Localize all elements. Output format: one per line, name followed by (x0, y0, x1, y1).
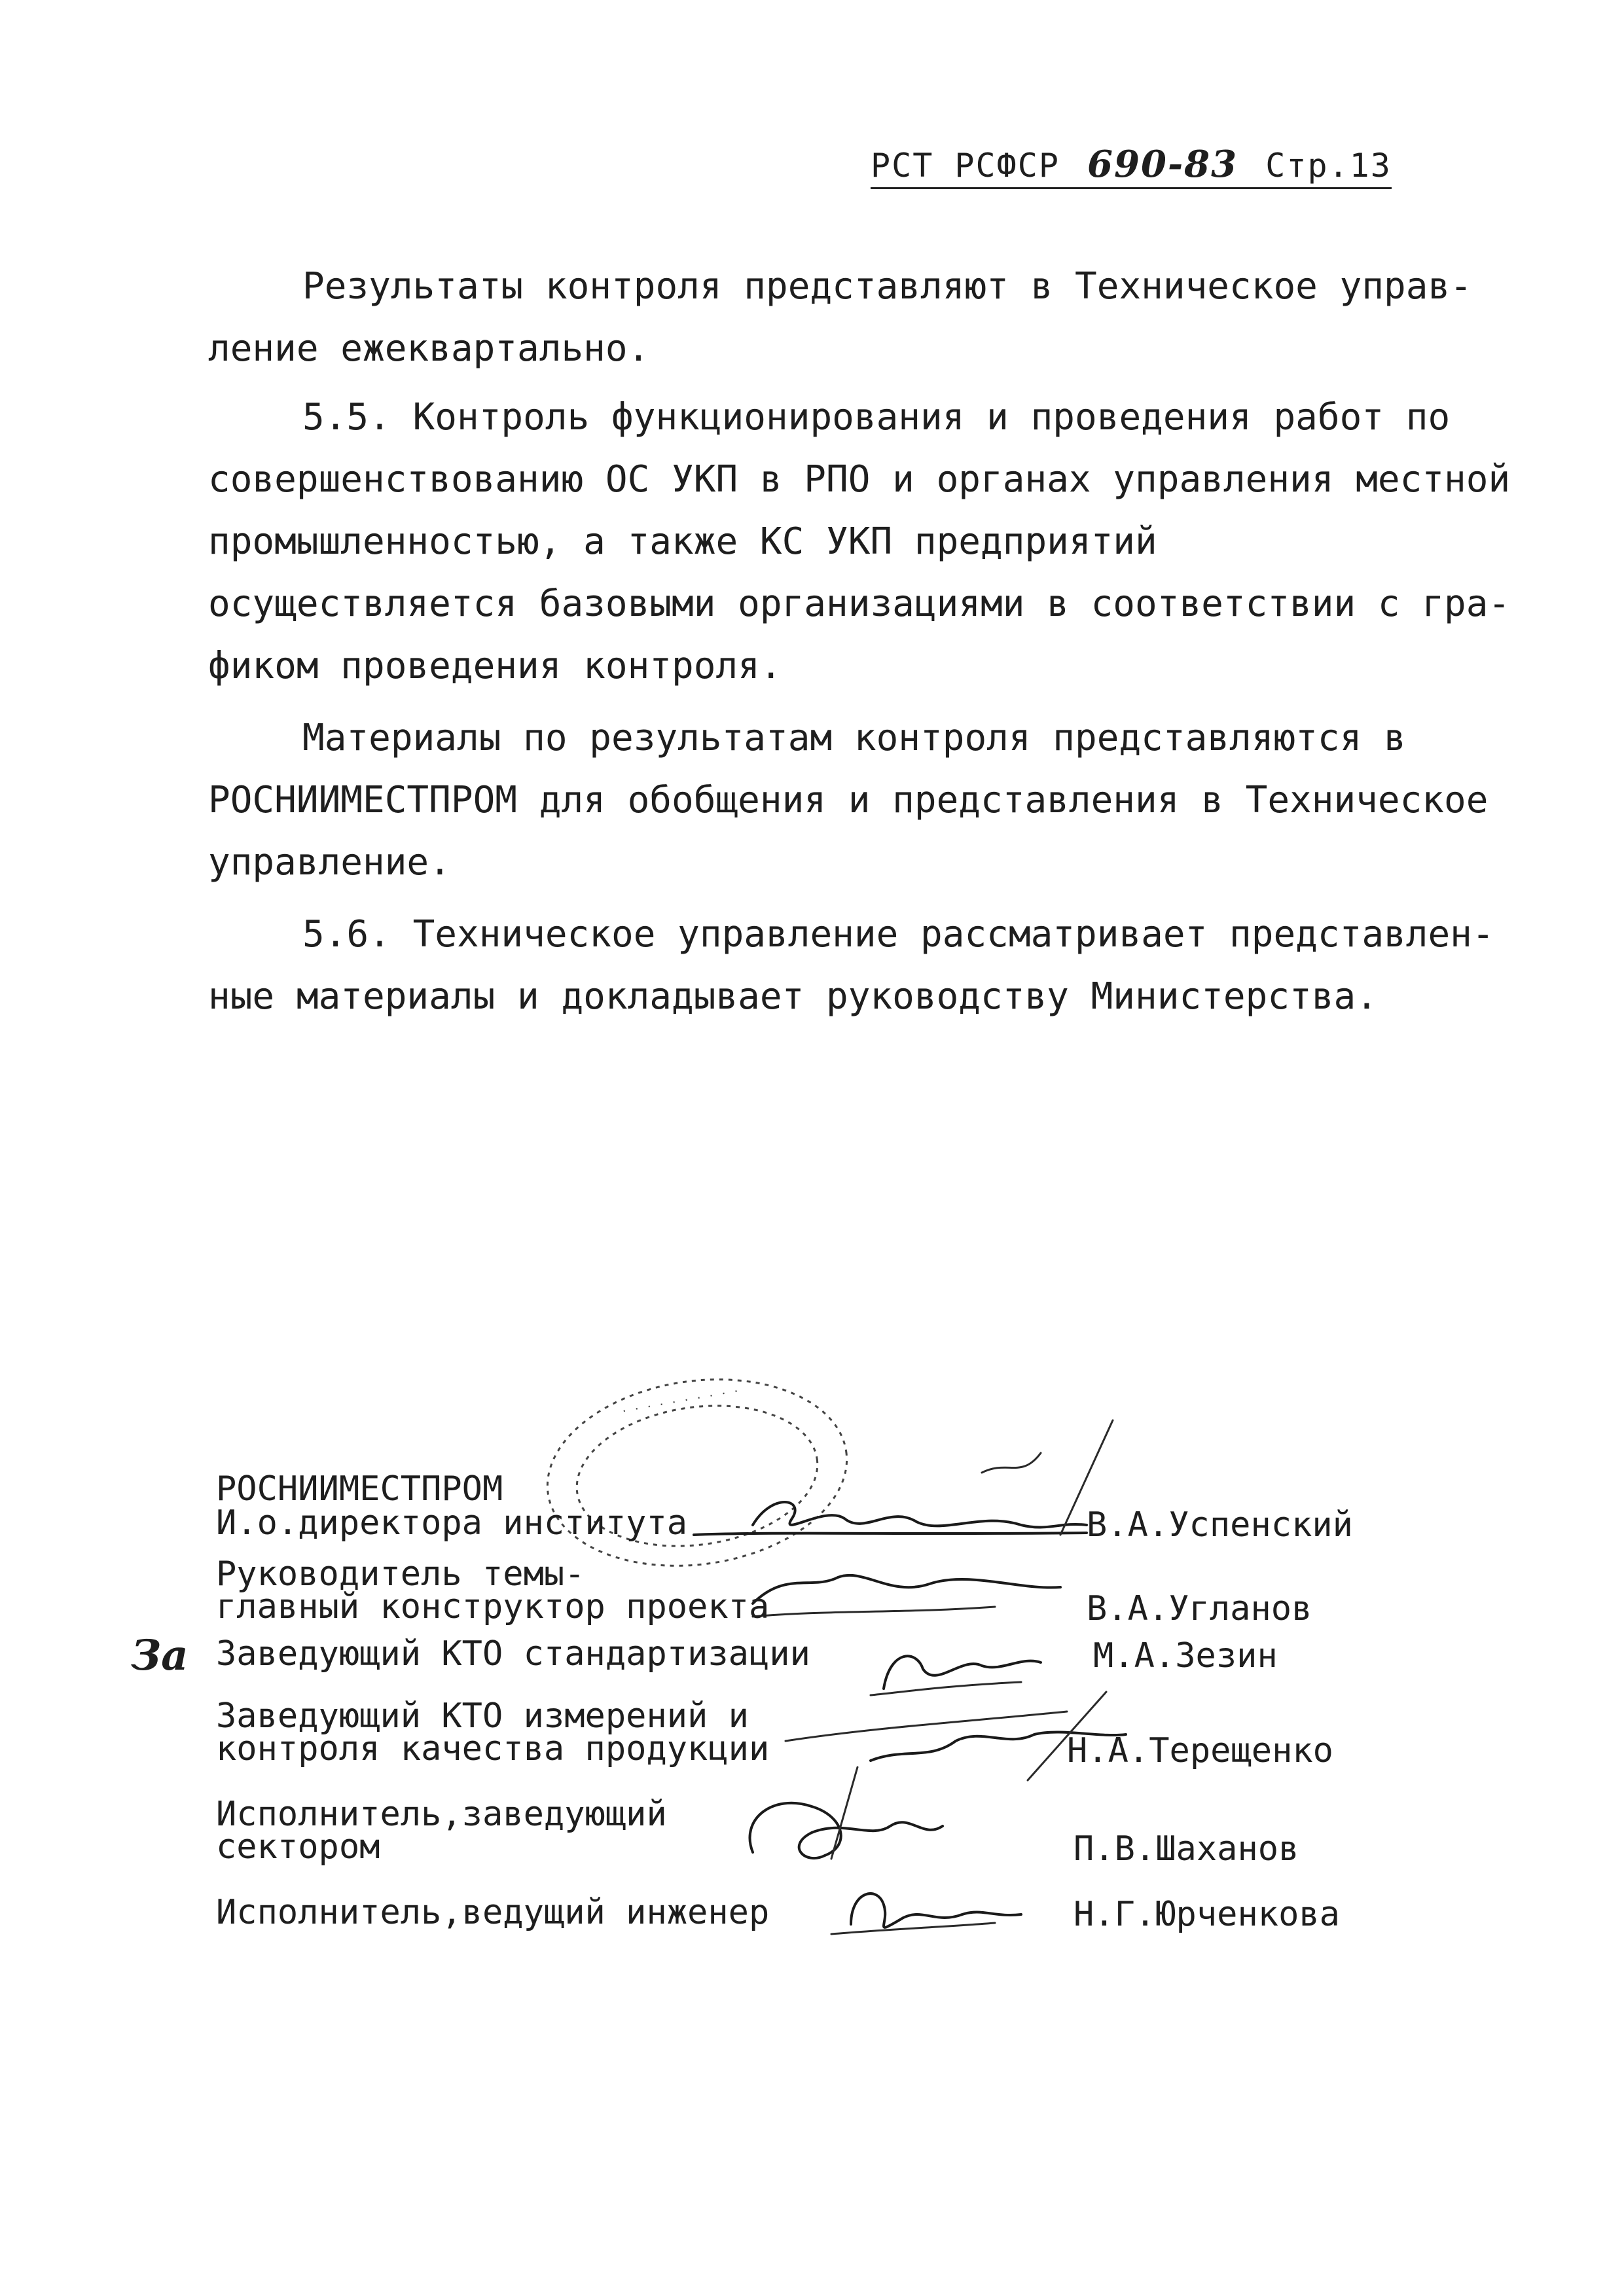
signatory-name: М.А.Зезин (1093, 1636, 1278, 1676)
svg-text:· · · · · · · · · ·: · · · · · · · · · · (620, 1384, 740, 1418)
body-line: 5.5. Контроль функционирования и проведения работ по (302, 396, 1451, 439)
body-line: фиком проведения контроля. (208, 645, 782, 687)
signature-1 (753, 1502, 1087, 1528)
body-line: 5.6. Техническое управление рассматривает представлен- (302, 913, 1494, 956)
body-line: Материалы по результатам контроля представляются в (302, 717, 1406, 759)
body-line: РОСНИИМЕСТПРОМ для обобщения и представления в Техническое (208, 779, 1489, 821)
page-number: Стр.13 (1265, 147, 1392, 185)
round-stamp (535, 1361, 859, 1584)
body-line: ление ежеквартально. (208, 327, 650, 370)
signatory-name: Н.А.Терещенко (1067, 1731, 1333, 1770)
signatory-title: контроля качества продукции (216, 1729, 770, 1768)
signature-2 (753, 1575, 1060, 1604)
signatory-title: Руководитель темы- (216, 1554, 585, 1594)
organization-name: РОСНИИМЕСТПРОМ (216, 1469, 503, 1509)
body-line: ные материалы и докладывает руководству Министерства. (208, 975, 1378, 1018)
signatory-name: Н.Г.Юрченкова (1074, 1895, 1340, 1934)
body-line: осуществляется базовыми организациями в соответствии с гра- (208, 583, 1511, 625)
body-line: управление. (208, 841, 451, 884)
standard-number: 690-83 (1087, 143, 1238, 186)
body-line: Результаты контроля представляют в Техническое управ- (302, 265, 1472, 308)
signature-3 (884, 1656, 1041, 1689)
signatory-title: сектором (216, 1827, 380, 1867)
standard-prefix: РСТ РСФСР (871, 147, 1060, 185)
body-line: совершенствованию ОС УКП в РПО и органах управления местной (208, 458, 1511, 501)
signature-5 (750, 1803, 943, 1858)
signatory-name: П.В.Шаханов (1074, 1829, 1299, 1869)
signatory-title: Заведующий КТО измерений и (216, 1696, 749, 1736)
signatory-title: Заведующий КТО стандартизации (216, 1634, 810, 1674)
signatory-title: главный конструктор проекта (216, 1587, 770, 1626)
handwritten-za-note: За (131, 1631, 189, 1680)
body-line: промышленностью, а также КС УКП предприятий (208, 520, 1157, 563)
signatory-name: В.А.Угланов (1087, 1589, 1312, 1628)
signatory-title: Исполнитель,ведущий инженер (216, 1893, 770, 1932)
signatory-name: В.А.Успенский (1087, 1505, 1353, 1545)
signatory-title: И.о.директора института (216, 1503, 688, 1543)
signatory-title: Исполнитель,заведующий (216, 1795, 667, 1834)
